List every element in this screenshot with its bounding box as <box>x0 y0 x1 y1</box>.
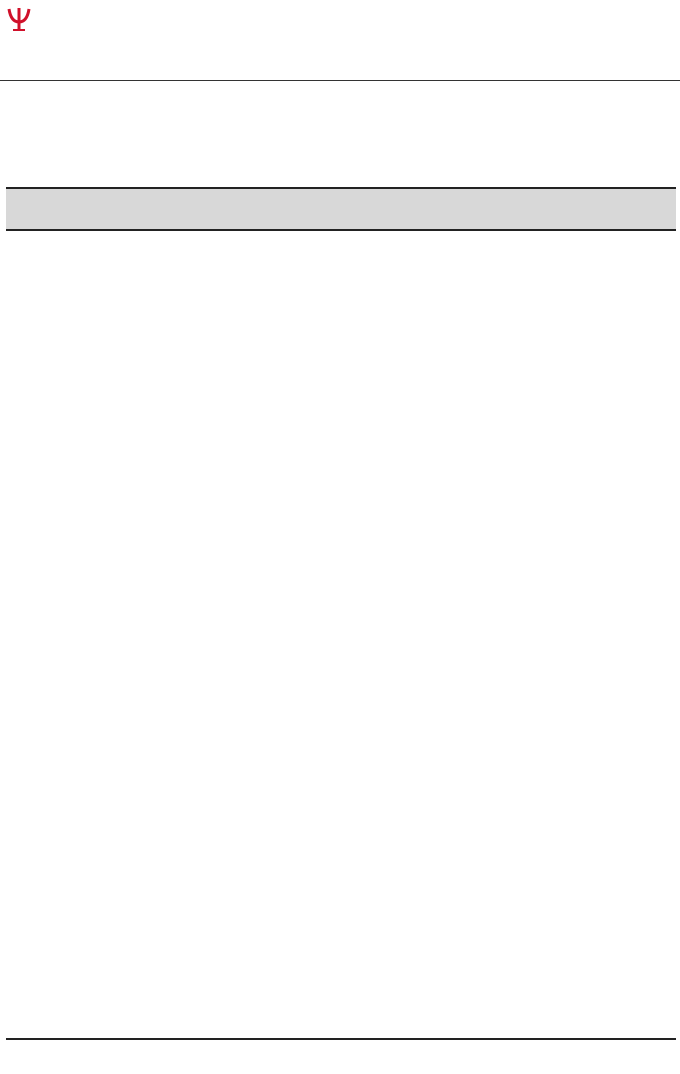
bottom-divider <box>6 1038 676 1040</box>
header-indicator <box>6 189 327 229</box>
logo-emblem-icon <box>6 6 32 32</box>
top-divider <box>0 80 680 81</box>
site-logo[interactable] <box>6 6 36 32</box>
watermark <box>117 184 562 896</box>
table-header <box>6 187 676 231</box>
